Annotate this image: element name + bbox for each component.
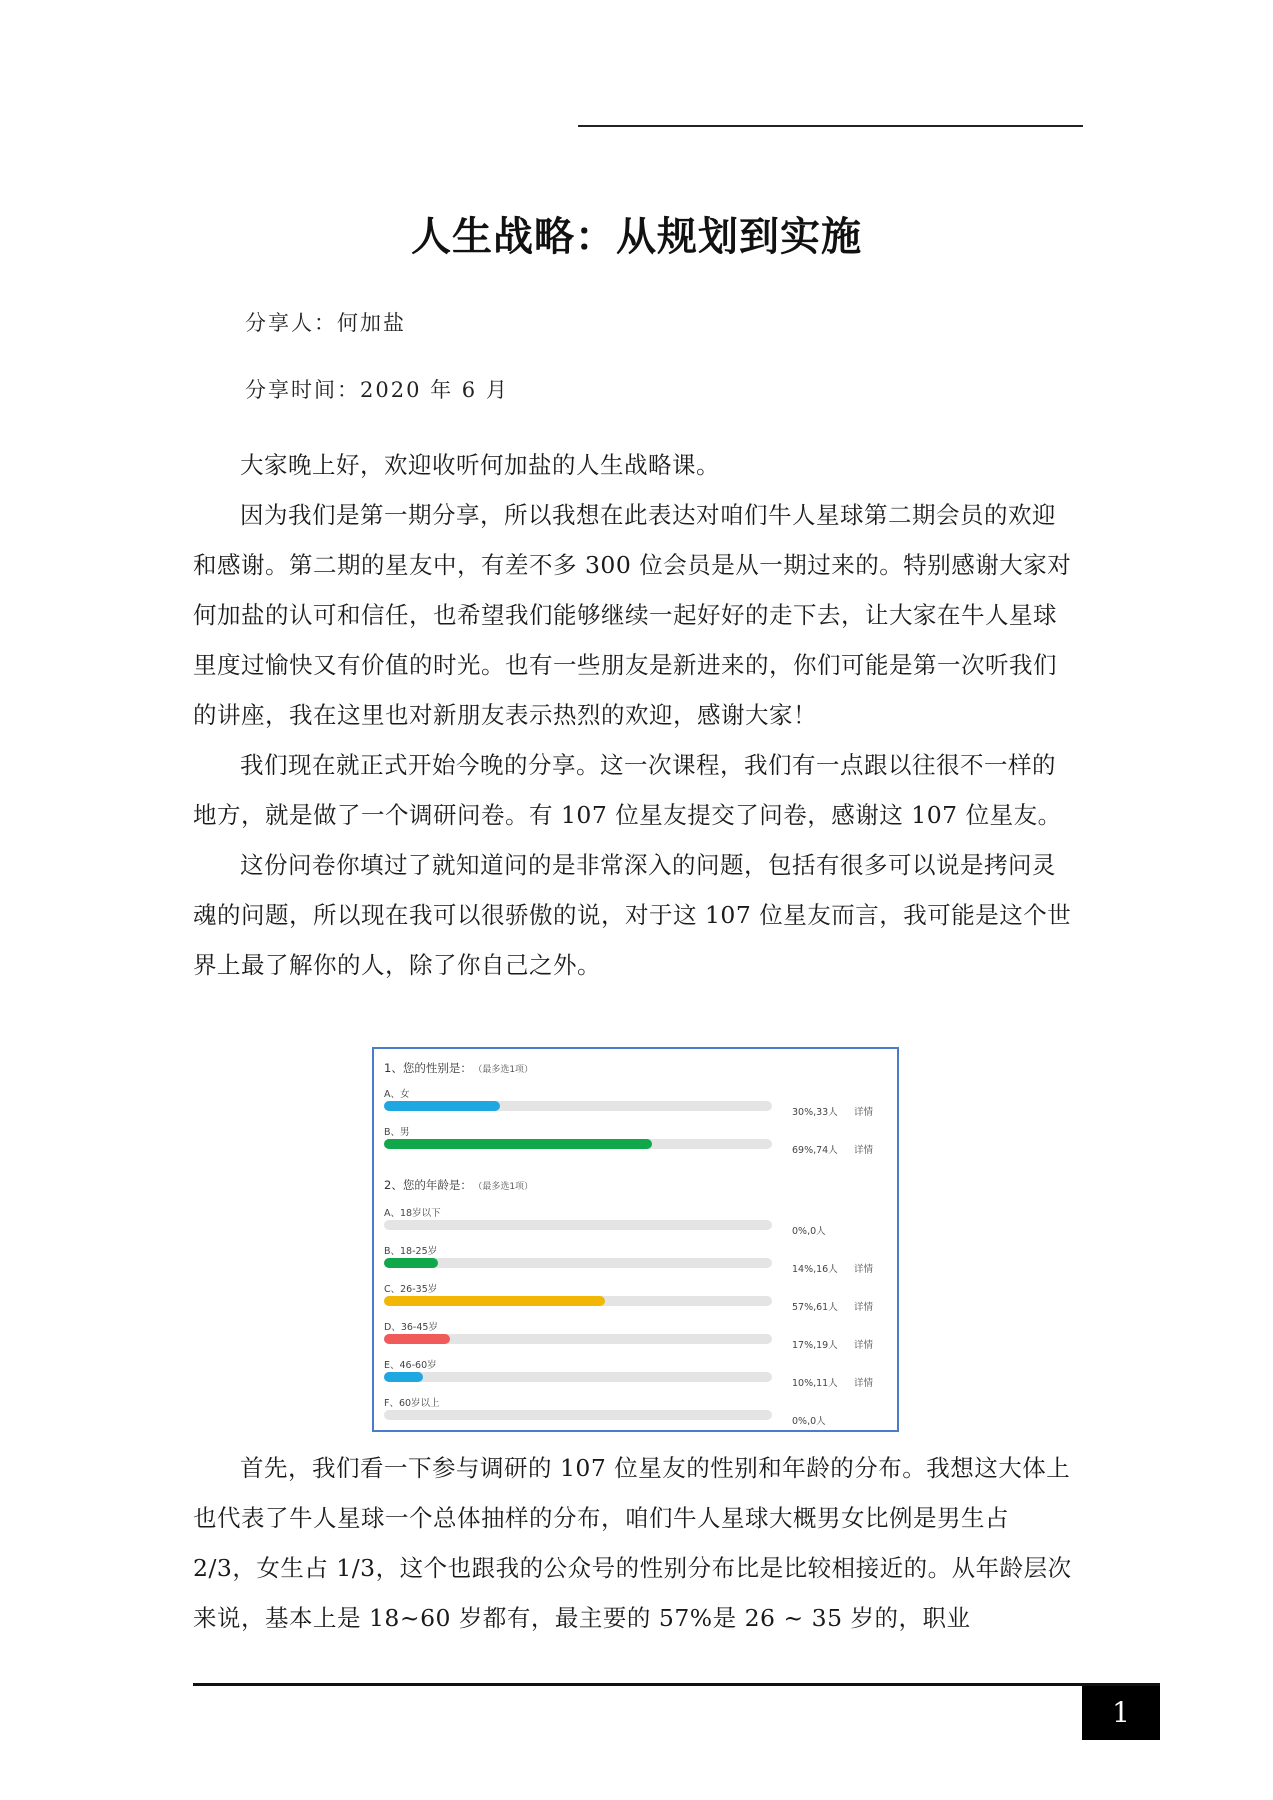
option-label: D、36-45岁 <box>384 1322 438 1333</box>
question-hint: （最多选1项） <box>477 1182 534 1192</box>
option-stat: 17%,19人 <box>792 1340 838 1351</box>
sharer-label: 分享人： <box>245 311 337 335</box>
option-label: A、18岁以下 <box>384 1208 441 1219</box>
option-detail-link[interactable]: 详情 <box>854 1340 874 1351</box>
question-text: 1、您的性别是： <box>384 1061 472 1075</box>
option-bar-track <box>384 1101 772 1111</box>
option-stat: 0%,0人 <box>792 1226 826 1237</box>
header-rule <box>578 125 1083 127</box>
option-detail-link[interactable]: 详情 <box>854 1107 874 1118</box>
share-time-label: 分享时间： <box>245 378 360 402</box>
question-text: 2、您的年龄是： <box>384 1178 472 1192</box>
option-detail-link[interactable]: 详情 <box>854 1302 874 1313</box>
paragraph: 我们现在就正式开始今晚的分享。这一次课程，我们有一点跟以往很不一样的地方，就是做了一个调研问卷。有 107 位星友提交了问卷，感谢这 107 位星友。 <box>193 751 1062 829</box>
sharer-name: 何加盐 <box>337 311 406 335</box>
option-stat: 10%,11人 <box>792 1378 838 1389</box>
share-time-line <box>245 374 509 404</box>
share-time-value: 2020 年 6 月 <box>360 378 509 402</box>
option-stat: 0%,0人 <box>792 1416 826 1427</box>
paragraph: 大家晚上好，欢迎收听何加盐的人生战略课。 <box>240 451 720 479</box>
survey-question-title <box>384 1060 533 1076</box>
option-label: E、46-60岁 <box>384 1360 437 1371</box>
footer-rule <box>193 1683 1160 1686</box>
option-label: A、女 <box>384 1089 410 1100</box>
option-detail-link[interactable]: 详情 <box>854 1264 874 1275</box>
intro-paragraphs <box>193 440 1073 990</box>
option-bar-fill <box>384 1139 652 1149</box>
option-bar-track <box>384 1220 772 1230</box>
option-bar-track <box>384 1372 772 1382</box>
option-stat: 69%,74人 <box>792 1145 838 1156</box>
page-number: 1 <box>1082 1686 1160 1740</box>
option-detail-link[interactable]: 详情 <box>854 1378 874 1389</box>
option-label: F、60岁以上 <box>384 1398 440 1409</box>
option-bar-fill <box>384 1296 605 1306</box>
sharer-line <box>245 307 406 337</box>
analysis-paragraphs <box>193 1443 1073 1643</box>
paragraph: 这份问卷你填过了就知道问的是非常深入的问题，包括有很多可以说是拷问灵魂的问题，所以现在我可以很骄傲的说，对于这 107 位星友而言，我可能是这个世界上最了解你的人，除了你自己之外。 <box>193 851 1072 979</box>
survey-question-title <box>384 1177 533 1193</box>
option-bar-fill <box>384 1258 438 1268</box>
option-bar-track <box>384 1410 772 1420</box>
option-stat: 14%,16人 <box>792 1264 838 1275</box>
option-stat: 30%,33人 <box>792 1107 838 1118</box>
option-label: B、男 <box>384 1127 410 1138</box>
paragraph: 因为我们是第一期分享，所以我想在此表达对咱们牛人星球第二期会员的欢迎和感谢。第二期的星友中，有差不多 300 位会员是从一期过来的。特别感谢大家对何加盐的认可和信任，也希望我们能够继续一起好好的走下去，让大家在牛人星球里度过愉快又有价值的时光。也有一些朋友是新进来的，你们可能是第一次听我们的讲座，我在这里也对新朋友表示热烈的欢迎，感谢大家！ <box>193 501 1072 729</box>
option-bar-track <box>384 1258 772 1268</box>
option-bar-fill <box>384 1372 423 1382</box>
page-title: 人生战略：从规划到实施 <box>411 214 862 260</box>
option-bar-fill <box>384 1101 500 1111</box>
question-hint: （最多选1项） <box>477 1065 534 1075</box>
option-bar-fill <box>384 1334 450 1344</box>
survey-results-figure <box>372 1047 899 1432</box>
option-label: B、18-25岁 <box>384 1246 438 1257</box>
option-bar-track <box>384 1334 772 1344</box>
option-bar-track <box>384 1139 772 1149</box>
paragraph: 首先，我们看一下参与调研的 107 位星友的性别和年龄的分布。我想这大体上也代表了牛人星球一个总体抽样的分布，咱们牛人星球大概男女比例是男生占 2/3，女生占 1/3，这个也跟我的公众号的性别分布比是比较相接近的。从年龄层次来说，基本上是 18~60 岁都有，最主要的 57%是 26 ~ 35 岁的，职业 <box>193 1454 1072 1632</box>
option-label: C、26-35岁 <box>384 1284 438 1295</box>
option-detail-link[interactable]: 详情 <box>854 1145 874 1156</box>
option-stat: 57%,61人 <box>792 1302 838 1313</box>
option-bar-track <box>384 1296 772 1306</box>
